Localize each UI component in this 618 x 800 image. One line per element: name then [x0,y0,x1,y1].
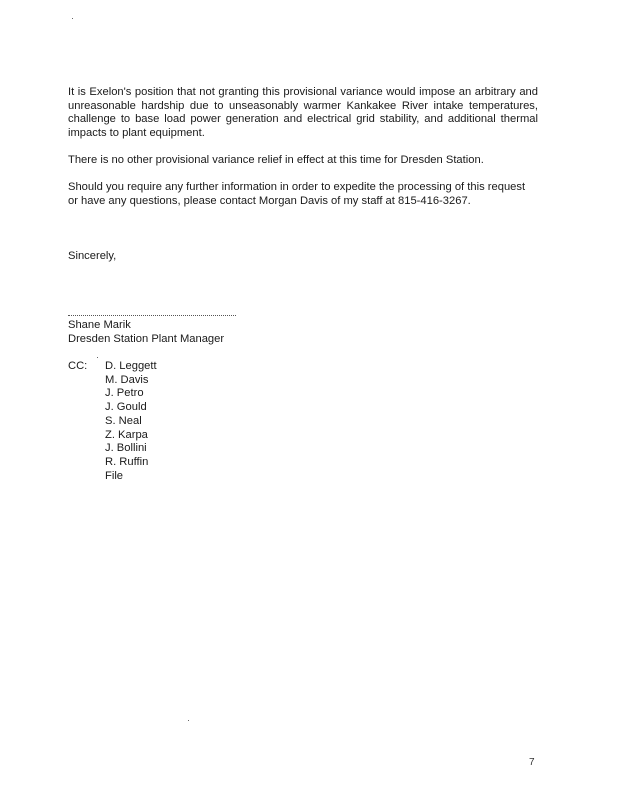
scan-speck [97,357,98,358]
scan-speck [188,720,189,721]
cc-recipient: M. Davis [105,373,149,386]
signature-block [68,318,224,346]
cc-recipient: D. Leggett [105,360,157,372]
scan-speck [72,18,73,19]
cc-list [105,360,157,483]
cc-label: CC: [68,360,88,372]
cc-recipient: R. Ruffin [105,455,149,468]
paragraph-no-other-relief: There is no other provisional variance relief in effect at this time for Dresden Station. [68,154,484,166]
page-number: 7 [529,757,535,768]
signatory-title: Dresden Station Plant Manager [68,333,225,345]
signatory-name: Shane Marik [68,319,131,331]
cc-recipient: J. Bollini [105,442,147,455]
cc-recipient: Z. Karpa [105,428,148,441]
closing: Sincerely, [68,250,117,262]
cc-recipient: J. Gould [105,401,147,414]
paragraph-contact: Should you require any further information in order to expedite the processing of this request or have any questions, please contact Morgan Davis of my staff at 815-416-3267. [68,181,526,207]
signature-line [68,315,236,316]
cc-recipient: J. Petro [105,387,144,400]
paragraph-hardship: It is Exelon's position that not granting this provisional variance would impose an arbitrary and unreasonable hardship due to unseasonably warmer Kankakee River intake temperatures, challenge to base load power generation and electrical grid stability, and additional thermal impacts to plant equipment. [68,86,538,139]
cc-recipient: File [105,469,124,482]
cc-recipient: S. Neal [105,414,142,427]
